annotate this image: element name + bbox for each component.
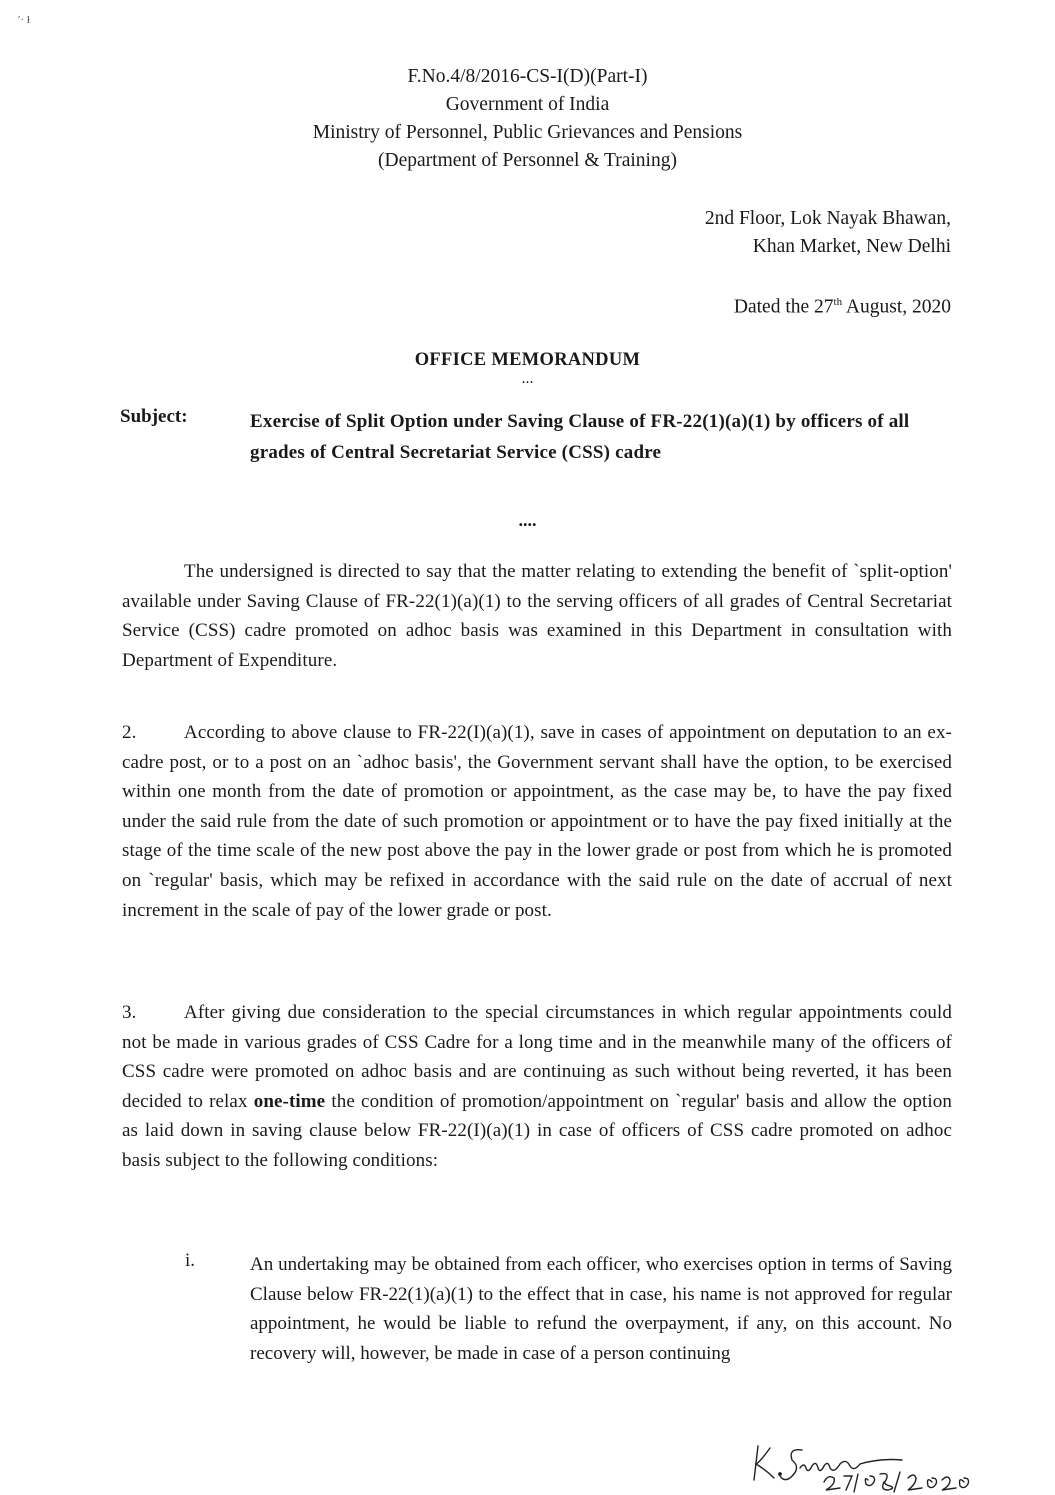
government-name: Government of India (445, 94, 610, 115)
scan-corner-marks: ′· ł (18, 14, 30, 26)
paragraph-2-text: According to above clause to FR-22(I)(a)(1), save in cases of appointment on deputation to an ex-cadre post, or to a post on an `adhoc basis', the Government servant shall have the option, to be exercised within one month from the date of promotion or appointment, as the case may be, to have the pay fixed under the said rule from the date of such promotion or appointment or to have the pay fixed initially at the stage of the time scale of the new post above the pay in the lower grade or post from which he is promoted on `regular' basis, which may be refixed in accordance with the said rule on the date of accrual of next increment in the scale of pay of the lower grade or post. (122, 722, 952, 921)
address-line-1: 2nd Floor, Lok Nayak Bhawan, (704, 208, 951, 229)
subject-label: Subject: (120, 406, 188, 427)
date-prefix: Dated the 27 (733, 296, 834, 318)
address-line-2: Khan Market, New Delhi (752, 236, 951, 257)
paragraph-1-text: The undersigned is directed to say that the matter relating to extending the benefit of `split-option' available under Saving Clause of FR-22(1)(a)(1) to the serving officers of all grades of Central Secretariat Service (CSS) cadre promoted on adhoc basis was examined in this Department in consultation with Department of Expenditure. (122, 561, 952, 671)
subject-text: Exercise of Split Option under Saving Clause of FR-22(1)(a)(1) by officers of all grades of Central Secretariat Service (CSS) cadre (250, 411, 910, 463)
date-suffix: August, 2020 (842, 296, 951, 318)
paragraph-3-bold: one-time (253, 1090, 326, 1112)
file-number: F.No.4/8/2016-CS-I(D)(Part-I) (407, 66, 648, 87)
paragraph-2-number: 2. (122, 722, 137, 743)
department-name: (Department of Personnel & Training) (378, 150, 677, 171)
memo-date (734, 288, 951, 322)
paragraph-3-number: 3. (122, 1002, 137, 1023)
separator-dots: ... (521, 370, 534, 387)
memo-title: OFFICE MEMORANDUM (414, 350, 641, 370)
separator-dots-2: .... (518, 510, 537, 530)
paragraph-3-text-b: the condition of promotion/appointment on `regular' basis and allow the option as laid down in saving clause below FR-22(I)(a)(1) in case of officers of CSS cadre promoted on adhoc basis subject to the following conditions: (122, 1090, 952, 1171)
condition-1-number: i. (185, 1250, 196, 1271)
ministry-name: Ministry of Personnel, Public Grievances and Pensions (312, 122, 743, 143)
condition-1-text: An undertaking may be obtained from each officer, who exercises option in terms of Saving Clause below FR-22(1)(a)(1) to the effect that in case, his name is not approved for regular appointment, he would be liable to refund the overpayment, if any, on this account. No recovery will, however, be made in case of a person continuing (250, 1254, 952, 1364)
paragraph-3 (122, 998, 952, 1176)
paragraph-2 (122, 718, 952, 925)
paragraph-1 (122, 557, 952, 675)
date-superscript: th (833, 296, 843, 308)
paragraph-3-text-a: After giving due consideration to the special circumstances in which regular appointments could not be made in various grades of CSS Cadre for a long time and in the meanwhile many of the officers of CSS cadre were promoted on adhoc basis and are continuing as such without being reverted, it has been decided to relax (122, 1002, 952, 1112)
handwritten-signature (740, 1438, 990, 1493)
